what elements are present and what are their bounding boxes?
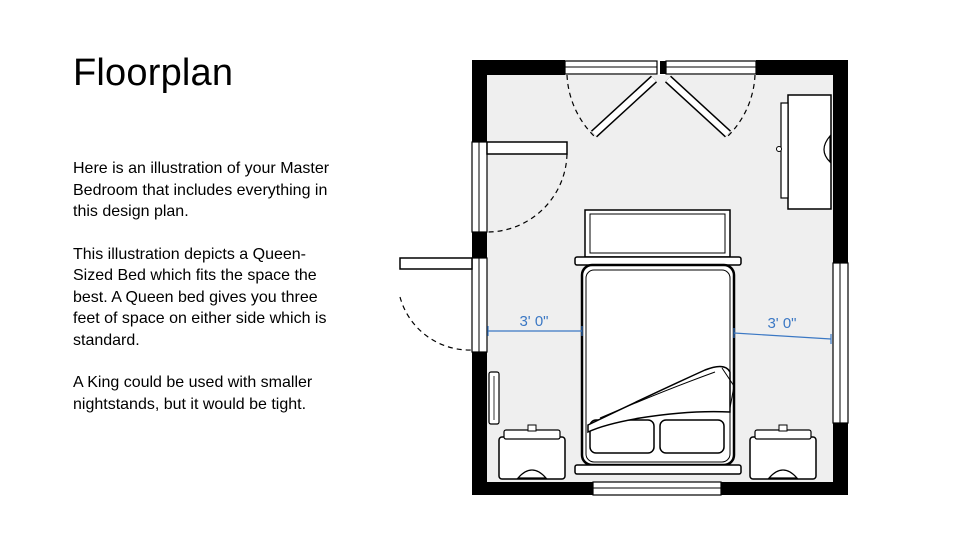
dimension-right-label: 3' 0" [767,315,797,332]
desk-icon [777,95,832,209]
dimension-left-label: 3' 0" [519,313,549,330]
paragraph-queen-bed: This illustration depicts a Queen-Sized Bed which fits the space the best. A Queen bed gives you three feet of space on either side which is standard. [73,245,327,349]
entry-door-icon [400,258,487,352]
slide-title: Floorplan [73,52,234,94]
window-icon [833,263,848,423]
bed-icon [575,210,741,474]
nightstand-icon [499,425,565,479]
right-nightstand-icon [750,425,816,479]
radiator-icon [489,372,499,424]
paragraph-king-bed: A King could be used with smaller nightstands, but it would be tight. [73,374,313,413]
paragraph-intro: Here is an illustration of your Master Bedroom that includes everything in this design plan. [73,160,330,220]
bottom-window-icon [593,482,721,495]
